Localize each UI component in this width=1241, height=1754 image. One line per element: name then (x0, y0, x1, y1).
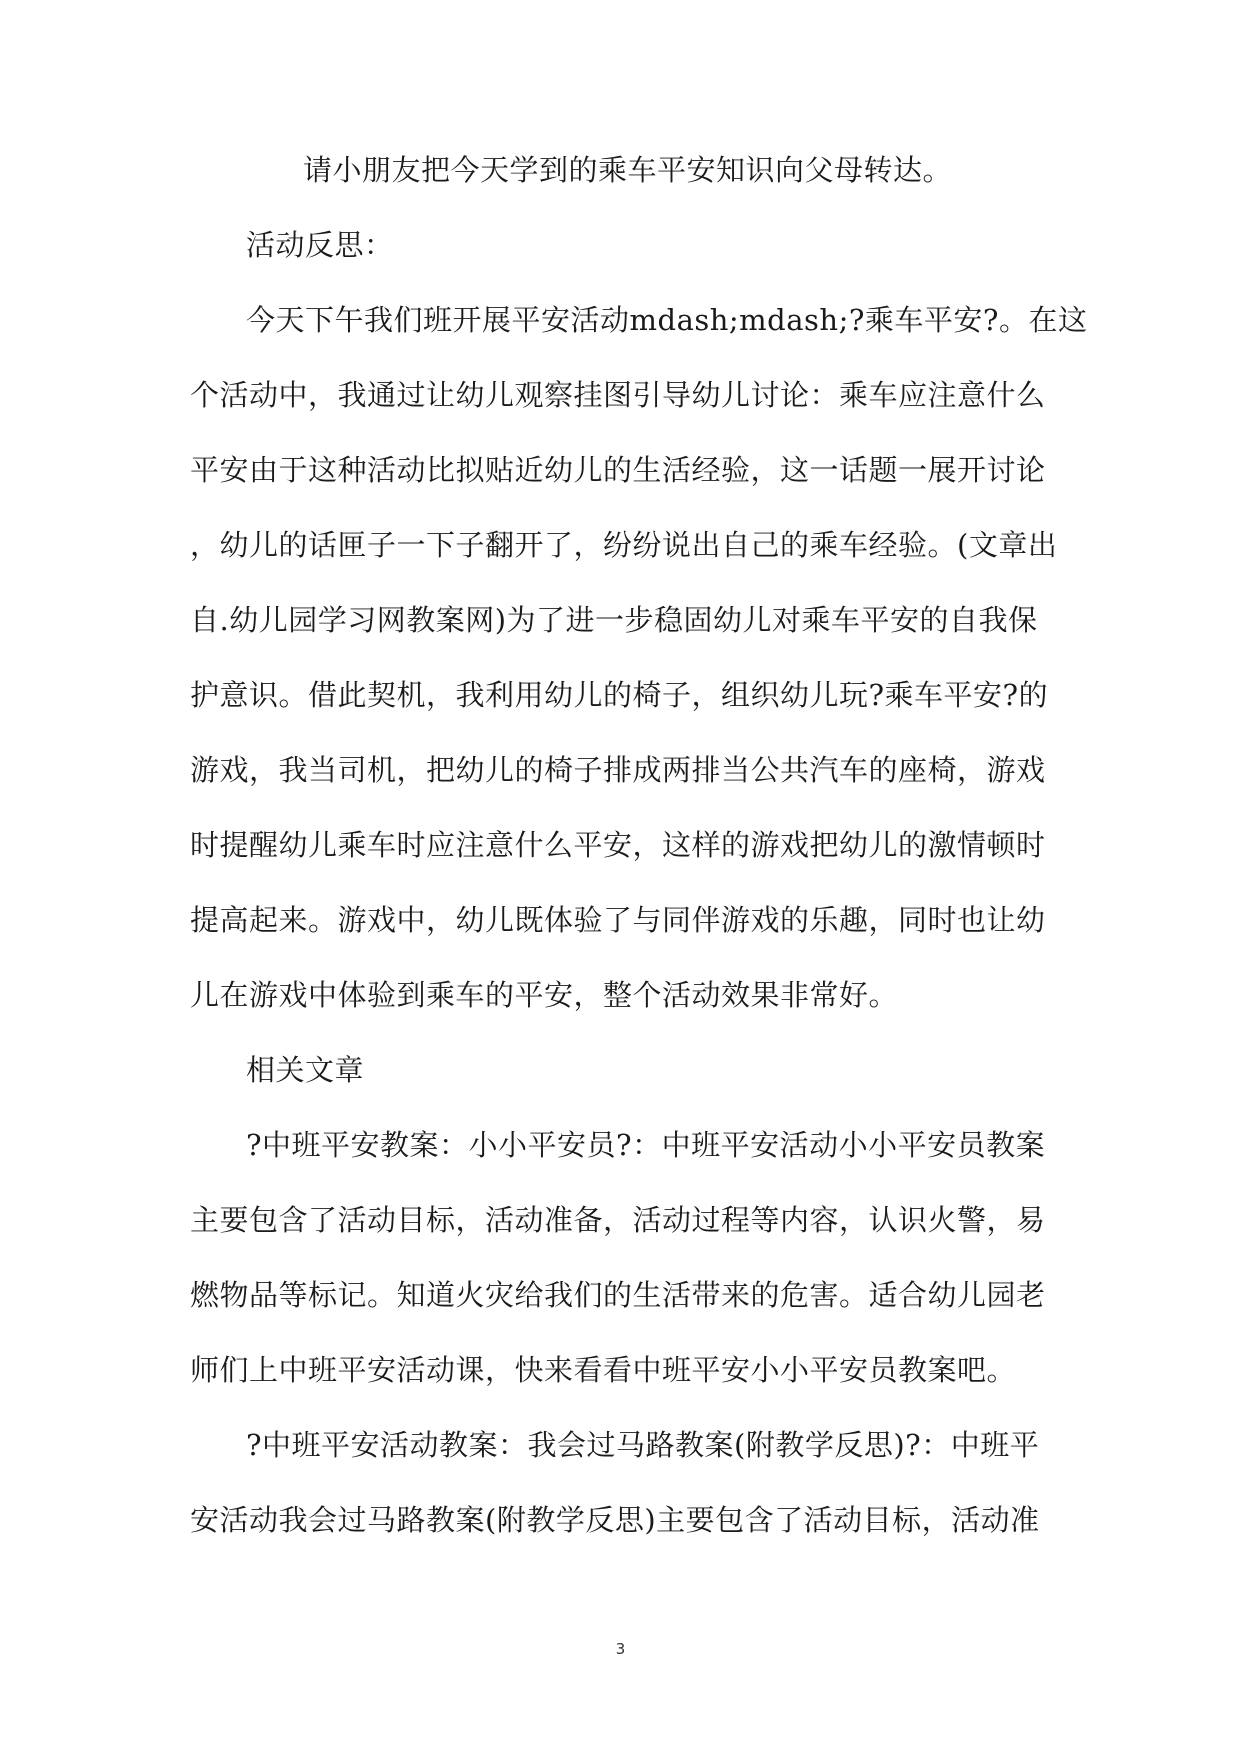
text-line-14: ?中班平安教案：小小平安员?：中班平安活动小小平安员教案 (246, 1128, 1046, 1162)
text-line-15: 主要包含了活动目标，活动准备，活动过程等内容，认识火警，易 (190, 1203, 1046, 1237)
text-line-8: 护意识。借此契机，我利用幼儿的椅子，组织幼儿玩?乘车平安?的 (190, 678, 1049, 712)
text-line-18: ?中班平安活动教案：我会过马路教案(附教学反思)?：中班平 (246, 1428, 1040, 1462)
text-line-5: 平安由于这种活动比拟贴近幼儿的生活经验，这一话题一展开讨论 (190, 453, 1046, 487)
text-line-2: 活动反思： (246, 228, 394, 262)
text-line-10: 时提醒幼儿乘车时应注意什么平安，这样的游戏把幼儿的激情顿时 (190, 828, 1046, 862)
text-line-3: 今天下午我们班开展平安活动mdash;mdash;?乘车平安?。在这 (246, 303, 1088, 337)
text-line-17: 师们上中班平安活动课，快来看看中班平安小小平安员教案吧。 (190, 1353, 1017, 1387)
text-line-6: ，幼儿的话匣子一下子翻开了，纷纷说出自己的乘车经验。(文章出 (190, 528, 1058, 562)
section-heading-related-articles: 相关文章 (246, 1053, 365, 1087)
text-line-4: 个活动中，我通过让幼儿观察挂图引导幼儿讨论：乘车应注意什么 (190, 378, 1046, 412)
text-line-9: 游戏，我当司机，把幼儿的椅子排成两排当公共汽车的座椅，游戏 (190, 753, 1046, 787)
text-line-12: 儿在游戏中体验到乘车的平安，整个活动效果非常好。 (190, 978, 899, 1012)
page-number: 3 (615, 1640, 626, 1658)
text-line-7: 自.幼儿园学习网教案网)为了进一步稳固幼儿对乘车平安的自我保 (190, 603, 1038, 637)
text-line-16: 燃物品等标记。知道火灾给我们的生活带来的危害。适合幼儿园老 (190, 1278, 1046, 1312)
text-line-1: 请小朋友把今天学到的乘车平安知识向父母转达。 (303, 153, 953, 187)
text-line-11: 提高起来。游戏中，幼儿既体验了与同伴游戏的乐趣，同时也让幼 (190, 903, 1046, 937)
text-line-19: 安活动我会过马路教案(附教学反思)主要包含了活动目标，活动准 (190, 1503, 1040, 1537)
